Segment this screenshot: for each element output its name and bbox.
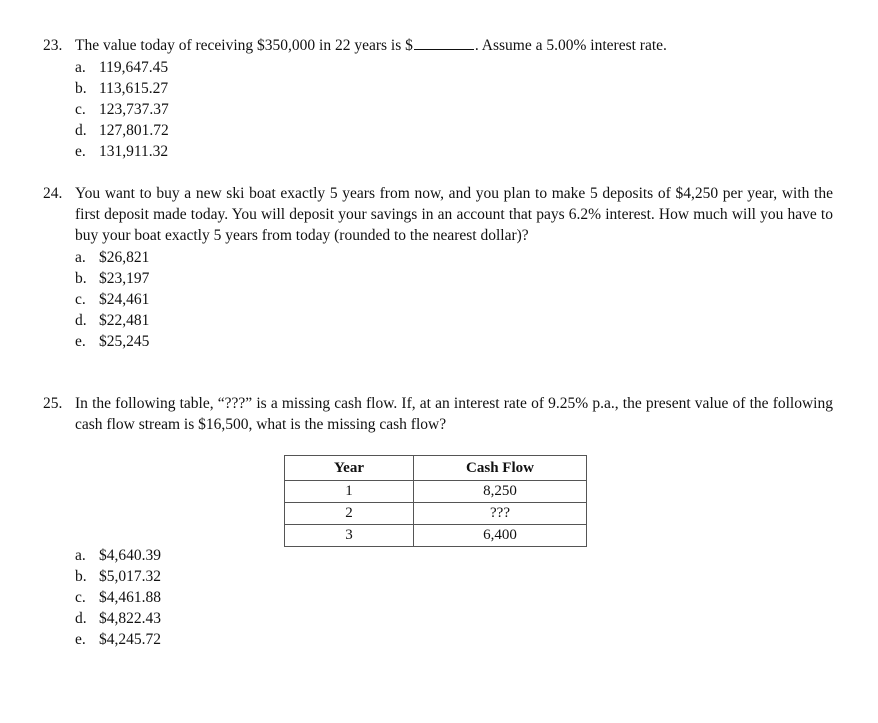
- choice-text: 123,737.37: [99, 101, 169, 118]
- choice-text: $4,822.43: [99, 610, 161, 627]
- choice-text: $4,245.72: [99, 631, 161, 648]
- choice-text: $5,017.32: [99, 568, 161, 585]
- choice-text: $4,461.88: [99, 589, 161, 606]
- choice-text: $4,640.39: [99, 547, 161, 564]
- question-24-stem: [43, 183, 833, 246]
- choice-list: [75, 247, 833, 352]
- choice-letter: e.: [75, 631, 86, 648]
- question-text: In the following table, “???” is a missing cash flow. If, at an interest rate of 9.25% p.a., the present value of the following cash flow stream is $16,500, what is the missing cash flow?: [75, 395, 833, 433]
- choice-letter: d.: [75, 122, 87, 139]
- cell-year: 2: [285, 503, 414, 525]
- choice-list: [75, 545, 833, 650]
- choice-text: $26,821: [99, 249, 150, 266]
- choice-a[interactable]: [75, 545, 833, 566]
- choice-letter: c.: [75, 589, 86, 606]
- choice-c[interactable]: [75, 99, 833, 120]
- cell-cash-flow: ???: [414, 503, 587, 525]
- choice-d[interactable]: [75, 608, 833, 629]
- choice-text: $22,481: [99, 312, 150, 329]
- cell-year: 3: [285, 525, 414, 547]
- table-header-row: [285, 456, 587, 481]
- table-row: [285, 481, 587, 503]
- cell-cash-flow: 8,250: [414, 481, 587, 503]
- choice-letter: b.: [75, 270, 87, 287]
- choice-text: 119,647.45: [99, 59, 169, 76]
- choice-e[interactable]: [75, 629, 833, 650]
- choice-letter: d.: [75, 610, 87, 627]
- choice-letter: b.: [75, 80, 87, 97]
- choice-text: 127,801.72: [99, 122, 169, 139]
- choice-letter: a.: [75, 547, 86, 564]
- cell-year: 1: [285, 481, 414, 503]
- choice-b[interactable]: [75, 268, 833, 289]
- choice-letter: a.: [75, 59, 86, 76]
- choice-text: $25,245: [99, 333, 150, 350]
- question-25: [43, 393, 833, 435]
- question-24: [43, 183, 833, 352]
- cell-cash-flow: 6,400: [414, 525, 587, 547]
- choice-b[interactable]: [75, 78, 833, 99]
- choice-list: [75, 57, 833, 162]
- choice-letter: e.: [75, 333, 86, 350]
- choice-letter: b.: [75, 568, 87, 585]
- choice-text: $24,461: [99, 291, 150, 308]
- question-text: You want to buy a new ski boat exactly 5 years from now, and you plan to make 5 deposits of $4,250 per year, with the first deposit made today. You will deposit your savings in an account that pays 6.2% interest. How much will you have to buy your boat exactly 5 years from today (rounded to the nearest dollar)?: [75, 185, 833, 244]
- question-number: 25.: [43, 395, 63, 412]
- choice-d[interactable]: [75, 310, 833, 331]
- question-25-choices: [43, 544, 833, 650]
- choice-e[interactable]: [75, 331, 833, 352]
- choice-c[interactable]: [75, 587, 833, 608]
- choice-letter: c.: [75, 101, 86, 118]
- choice-letter: d.: [75, 312, 87, 329]
- answer-blank: [414, 36, 474, 50]
- question-number: 24.: [43, 185, 63, 202]
- table-row: [285, 503, 587, 525]
- choice-b[interactable]: [75, 566, 833, 587]
- question-number: 23.: [43, 37, 63, 54]
- header-year: Year: [285, 456, 414, 481]
- choice-letter: a.: [75, 249, 86, 266]
- cash-flow-table: [284, 455, 587, 547]
- choice-d[interactable]: [75, 120, 833, 141]
- choice-text: $23,197: [99, 270, 150, 287]
- question-23: [43, 35, 833, 162]
- choice-text: 131,911.32: [99, 143, 169, 160]
- choice-letter: e.: [75, 143, 86, 160]
- question-text-tail: . Assume a 5.00% interest rate.: [474, 37, 667, 54]
- choice-e[interactable]: [75, 141, 833, 162]
- choice-c[interactable]: [75, 289, 833, 310]
- choice-a[interactable]: [75, 57, 833, 78]
- question-25-stem: [43, 393, 833, 435]
- choice-letter: c.: [75, 291, 86, 308]
- question-text: The value today of receiving $350,000 in 22 years is $: [75, 37, 413, 54]
- question-23-stem: [43, 35, 833, 56]
- choice-a[interactable]: [75, 247, 833, 268]
- choice-text: 113,615.27: [99, 80, 169, 97]
- header-cash-flow: Cash Flow: [414, 456, 587, 481]
